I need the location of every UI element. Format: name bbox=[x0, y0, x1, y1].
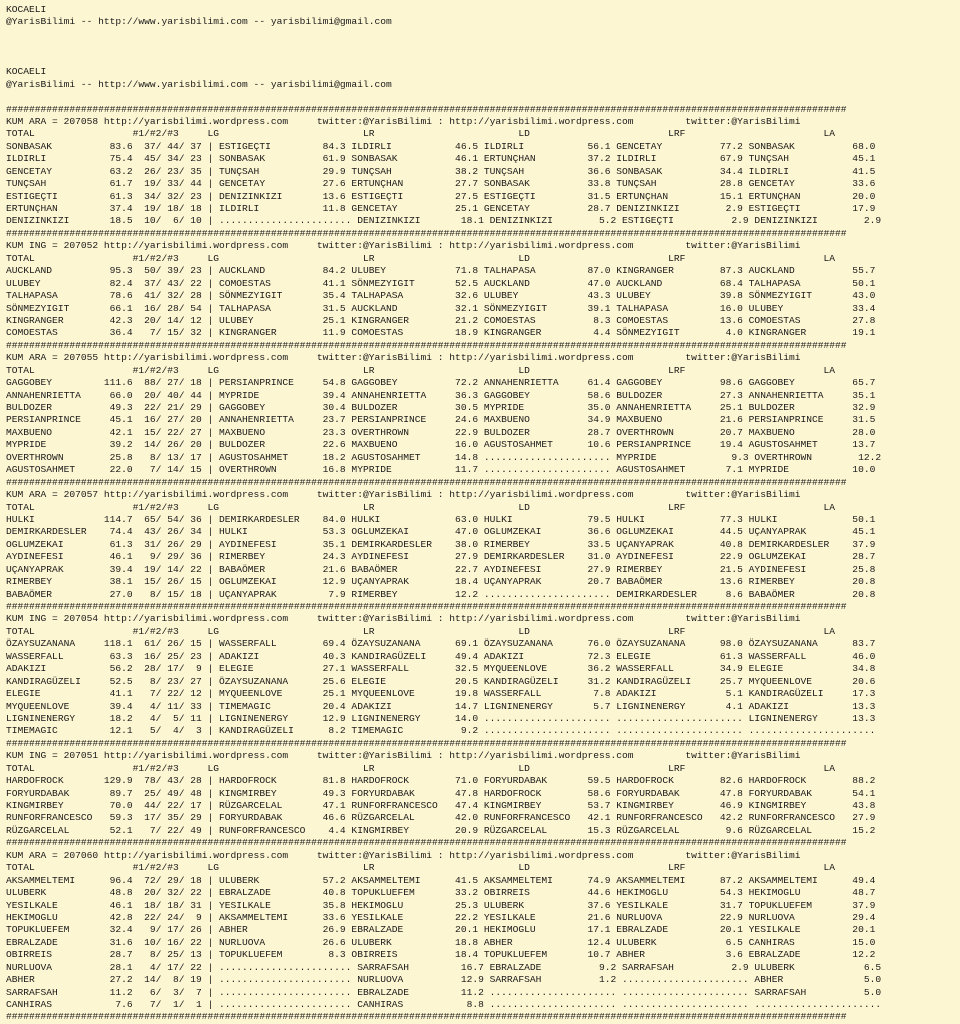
column-header: TOTAL #1/#2/#3 LG LR LD LRF LA bbox=[6, 364, 836, 376]
blank-line bbox=[6, 41, 960, 53]
table-row: GENCETAY 63.2 26/ 23/ 35 | TUNÇSAH 29.9 TUNÇSAH 38.2 TUNÇSAH 36.6 SONBASAK 34.4 ILDIRLI 41.5 bbox=[6, 165, 876, 177]
table-row: ÖZAYSUZANANA 118.1 61/ 26/ 15 | WASSERFALL 69.4 ÖZAYSUZANANA 69.1 ÖZAYSUZANANA 76.0 ÖZAYSUZANANA 98.0 ÖZAYSUZANANA 83.7 bbox=[6, 638, 876, 650]
table-row: ABHER 27.2 14/ 8/ 19 | ....................... NURLUOVA 12.9 SARRAFSAH 1.2 ...................... ABHER 5.0 bbox=[6, 974, 882, 986]
table-row: OVERTHROWN 25.8 8/ 13/ 17 | AGUSTOSAHMET 18.2 AGUSTOSAHMET 14.8 ...................... MYPRIDE 9.3 OVERTHROWN 12.2 bbox=[6, 451, 882, 463]
table-row: SARRAFSAH 11.2 6/ 3/ 7 | ....................... EBRALZADE 11.2 ...................... ...................... SARRAFSAH 5.0 bbox=[6, 986, 882, 998]
table-row: UÇANYAPRAK 39.4 19/ 14/ 22 | BABAÖMER 21.6 BABAÖMER 22.7 AYDINEFESI 27.9 RIMERBEY 21.5 AYDINEFESI 25.8 bbox=[6, 563, 876, 575]
race-block bbox=[6, 738, 960, 838]
separator-line: ################################################################################################################################################## bbox=[6, 837, 847, 849]
table-row: GAGGOBEY 111.6 88/ 27/ 18 | PERSIANPRINCE 54.8 GAGGOBEY 72.2 ANNAHENRIETTA 61.4 GAGGOBEY 98.6 GAGGOBEY 65.7 bbox=[6, 377, 876, 389]
table-row: AUCKLAND 95.3 50/ 39/ 23 | AUCKLAND 84.2 ULUBEY 71.8 TALHAPASA 87.0 KINGRANGER 87.3 AUCKLAND 55.7 bbox=[6, 265, 876, 277]
separator-line: ################################################################################################################################################## bbox=[6, 1011, 847, 1023]
table-row: AGUSTOSAHMET 22.0 7/ 14/ 15 | OVERTHROWN 16.8 MYPRIDE 11.7 ...................... AGUSTOSAHMET 7.1 MYPRIDE 10.0 bbox=[6, 464, 876, 476]
table-row: OBIRREIS 28.7 8/ 25/ 13 | TOPUKLUEFEM 8.3 OBIRREIS 18.4 TOPUKLUEFEM 10.7 ABHER 3.6 EBRALZADE 12.2 bbox=[6, 949, 876, 961]
table-row: FORYURDABAK 89.7 25/ 49/ 48 | KINGMIRBEY 49.3 FORYURDABAK 47.8 HARDOFROCK 58.6 FORYURDABAK 47.8 FORYURDABAK 54.1 bbox=[6, 787, 876, 799]
race-block bbox=[6, 601, 960, 738]
table-row: ESTIGEÇTI 61.3 34/ 32/ 23 | DENIZINKIZI 13.6 ESTIGEÇTI 27.5 ESTIGEÇTI 31.5 ERTUNÇHAN 15.1 ERTUNÇHAN 20.0 bbox=[6, 190, 876, 202]
table-row: ULUBERK 48.8 20/ 32/ 22 | EBRALZADE 40.8 TOPUKLUEFEM 33.2 OBIRREIS 44.6 HEKIMOGLU 54.3 HEKIMOGLU 48.7 bbox=[6, 887, 876, 899]
table-row: ERTUNÇHAN 37.4 19/ 18/ 18 | ILDIRLI 11.8 GENCETAY 25.1 GENCETAY 28.7 DENIZINKIZI 2.9 ESTIGEÇTI 17.9 bbox=[6, 203, 876, 214]
table-row: LIGNINENERGY 18.2 4/ 5/ 11 | LIGNINENERGY 12.9 LIGNINENERGY 14.0 ...................... ...................... LIGNINENERGY 13.3 bbox=[6, 712, 876, 724]
table-row: MYPRIDE 39.2 14/ 26/ 20 | BULDOZER 22.6 MAXBUENO 16.0 AGUSTOSAHMET 10.6 PERSIANPRINCE 19.4 AGUSTOSAHMET 13.7 bbox=[6, 439, 876, 451]
race-title: KUM ARA = 207058 http://yarisbilimi.wordpress.com twitter:@YarisBilimi : http://yarisbilimi.wordpress.com twitter:@YarisBilimi bbox=[6, 115, 801, 127]
race-title: KUM ARA = 207055 http://yarisbilimi.wordpress.com twitter:@YarisBilimi : http://yarisbilimi.wordpress.com twitter:@YarisBilimi bbox=[6, 352, 801, 364]
header-city-repeat: KOCAELI bbox=[6, 66, 47, 78]
table-row: AYDINEFESI 46.1 9/ 29/ 36 | RIMERBEY 24.3 AYDINEFESI 27.9 DEMIRKARDESLER 31.0 AYDINEFESI 22.9 OGLUMZEKAI 28.7 bbox=[6, 551, 876, 563]
table-row: AKSAMMELTEMI 96.4 72/ 29/ 18 | ULUBERK 57.2 AKSAMMELTEMI 41.5 AKSAMMELTEMI 74.9 AKSAMMELTEMI 87.2 AKSAMMELTEMI 49.4 bbox=[6, 874, 876, 886]
table-row: KINGMIRBEY 70.0 44/ 22/ 17 | RÜZGARCELAL 47.1 RUNFORFRANCESCO 47.4 KINGMIRBEY 53.7 KINGMIRBEY 46.9 KINGMIRBEY 43.8 bbox=[6, 800, 876, 811]
race-block bbox=[6, 837, 960, 1011]
table-row: SÖNMEZYIGIT 66.1 16/ 28/ 54 | TALHAPASA 31.5 AUCKLAND 32.1 SÖNMEZYIGIT 39.1 TALHAPASA 16.0 ULUBEY 33.4 bbox=[6, 302, 876, 314]
column-header: TOTAL #1/#2/#3 LG LR LD LRF LA bbox=[6, 252, 836, 264]
table-row: SONBASAK 83.6 37/ 44/ 37 | ESTIGEÇTI 84.3 ILDIRLI 46.5 ILDIRLI 56.1 GENCETAY 77.2 SONBASAK 68.0 bbox=[6, 140, 876, 152]
separator-line: ################################################################################################################################################## bbox=[6, 227, 847, 239]
table-row: COMOESTAS 36.4 7/ 15/ 32 | KINGRANGER 11.9 COMOESTAS 18.9 KINGRANGER 4.4 SÖNMEZYIGIT 4.0 KINGRANGER 19.1 bbox=[6, 327, 876, 339]
blank-line bbox=[6, 29, 960, 41]
race-block bbox=[6, 340, 960, 477]
table-row: PERSIANPRINCE 45.1 16/ 27/ 20 | ANNAHENRIETTA 23.7 PERSIANPRINCE 24.6 MAXBUENO 34.9 MAXBUENO 21.6 PERSIANPRINCE 31.5 bbox=[6, 414, 876, 426]
race-block bbox=[6, 477, 960, 601]
table-row: RIMERBEY 38.1 15/ 26/ 15 | OGLUMZEKAI 12.9 UÇANYAPRAK 18.4 UÇANYAPRAK 20.7 BABAÖMER 13.6 RIMERBEY 20.8 bbox=[6, 576, 876, 588]
table-row: CANHIRAS 7.6 7/ 1/ 1 | ....................... CANHIRAS 8.8 ...................... ...................... ...................... bbox=[6, 999, 882, 1010]
table-row: RÜZGARCELAL 52.1 7/ 22/ 49 | RUNFORFRANCESCO 4.4 KINGMIRBEY 20.9 RÜZGARCELAL 15.3 RÜZGARCELAL 9.6 RÜZGARCELAL 15.2 bbox=[6, 824, 876, 836]
separator-line: ################################################################################################################################################## bbox=[6, 601, 847, 612]
race-title: KUM ING = 207054 http://yarisbilimi.wordpress.com twitter:@YarisBilimi : http://yarisbilimi.wordpress.com twitter:@YarisBilimi bbox=[6, 613, 801, 625]
separator-line: ################################################################################################################################################## bbox=[6, 339, 847, 351]
table-row: ANNAHENRIETTA 66.0 20/ 40/ 44 | MYPRIDE 39.4 ANNAHENRIETTA 36.3 GAGGOBEY 58.6 BULDOZER 27.3 ANNAHENRIETTA 35.1 bbox=[6, 389, 876, 401]
header-city: KOCAELI bbox=[6, 4, 47, 15]
table-row: EBRALZADE 31.6 10/ 16/ 22 | NURLUOVA 26.6 ULUBERK 18.8 ABHER 12.4 ULUBERK 6.5 CANHIRAS 15.0 bbox=[6, 936, 876, 948]
table-row: MYQUEENLOVE 39.4 4/ 11/ 33 | TIMEMAGIC 20.4 ADAKIZI 14.7 LIGNINENERGY 5.7 LIGNINENERGY 4.1 ADAKIZI 13.3 bbox=[6, 700, 876, 712]
table-row: MAXBUENO 42.1 15/ 22/ 27 | MAXBUENO 23.3 OVERTHROWN 22.9 BULDOZER 28.7 OVERTHROWN 20.7 MAXBUENO 28.0 bbox=[6, 426, 876, 438]
blank-line bbox=[6, 91, 960, 103]
table-row: ADAKIZI 56.2 28/ 17/ 9 | ELEGIE 27.1 WASSERFALL 32.5 MYQUEENLOVE 36.2 WASSERFALL 34.9 ELEGIE 34.8 bbox=[6, 663, 876, 675]
table-row: ULUBEY 82.4 37/ 43/ 22 | COMOESTAS 41.1 SÖNMEZYIGIT 52.5 AUCKLAND 47.0 AUCKLAND 68.4 TALHAPASA 50.1 bbox=[6, 277, 876, 289]
table-row: TOPUKLUEFEM 32.4 9/ 17/ 26 | ABHER 26.9 EBRALZADE 20.1 HEKIMOGLU 17.1 EBRALZADE 20.1 YESILKALE 20.1 bbox=[6, 924, 876, 936]
column-header: TOTAL #1/#2/#3 LG LR LD LRF LA bbox=[6, 762, 836, 774]
table-row: BABAÖMER 27.0 8/ 15/ 18 | UÇANYAPRAK 7.9 RIMERBEY 12.2 ...................... DEMIRKARDESLER 8.6 BABAÖMER 20.8 bbox=[6, 588, 876, 600]
column-header: TOTAL #1/#2/#3 LG LR LD LRF LA bbox=[6, 128, 836, 140]
table-row: YESILKALE 46.1 18/ 18/ 31 | YESILKALE 35.8 HEKIMOGLU 25.3 ULUBERK 37.6 YESILKALE 31.7 TOPUKLUEFEM 37.9 bbox=[6, 899, 876, 911]
header-contact: @YarisBilimi -- http://www.yarisbilimi.com -- yarisbilimi@gmail.com bbox=[6, 16, 392, 28]
table-row: TUNÇSAH 61.7 19/ 33/ 44 | GENCETAY 27.6 ERTUNÇHAN 27.7 SONBASAK 33.8 TUNÇSAH 28.8 GENCETAY 33.6 bbox=[6, 178, 876, 190]
column-header: TOTAL #1/#2/#3 LG LR LD LRF LA bbox=[6, 501, 836, 513]
table-row: NURLUOVA 28.1 4/ 17/ 22 | ....................... SARRAFSAH 16.7 EBRALZADE 9.2 SARRAFSAH 2.9 ULUBERK 6.5 bbox=[6, 961, 882, 973]
blank-line bbox=[6, 54, 960, 66]
table-row: OGLUMZEKAI 61.3 31/ 26/ 29 | AYDINEFESI 35.1 DEMIRKARDESLER 38.0 RIMERBEY 33.5 UÇANYAPRAK 40.8 DEMIRKARDESLER 37.9 bbox=[6, 538, 876, 550]
table-row: DENIZINKIZI 18.5 10/ 6/ 10 | ....................... DENIZINKIZI 18.1 DENIZINKIZI 5.2 ESTIGEÇTI 2.9 DENIZINKIZI 2.9 bbox=[6, 215, 882, 227]
table-row: TIMEMAGIC 12.1 5/ 4/ 3 | KANDIRAGÜZELI 8.2 TIMEMAGIC 9.2 ...................... ...................... ...................... bbox=[6, 725, 876, 737]
table-row: ILDIRLI 75.4 45/ 34/ 23 | SONBASAK 61.9 SONBASAK 46.1 ERTUNÇHAN 37.2 ILDIRLI 67.9 TUNÇSAH 45.1 bbox=[6, 153, 876, 165]
race-title: KUM ING = 207051 http://yarisbilimi.wordpress.com twitter:@YarisBilimi : http://yarisbilimi.wordpress.com twitter:@YarisBilimi bbox=[6, 750, 801, 762]
separator-line: ################################################################################################################################################## bbox=[6, 103, 847, 115]
separator-line: ################################################################################################################################################## bbox=[6, 476, 847, 488]
race-block bbox=[6, 228, 960, 340]
table-row: HEKIMOGLU 42.8 22/ 24/ 9 | AKSAMMELTEMI 33.6 YESILKALE 22.2 YESILKALE 21.6 NURLUOVA 22.9 NURLUOVA 29.4 bbox=[6, 911, 876, 923]
race-block bbox=[6, 104, 960, 228]
header-contact-repeat: @YarisBilimi -- http://www.yarisbilimi.com -- yarisbilimi@gmail.com bbox=[6, 78, 392, 90]
race-title: KUM ARA = 207060 http://yarisbilimi.wordpress.com twitter:@YarisBilimi : http://yarisbilimi.wordpress.com twitter:@YarisBilimi bbox=[6, 849, 801, 861]
table-row: HULKI 114.7 65/ 54/ 36 | DEMIRKARDESLER 84.0 HULKI 63.0 HULKI 79.5 HULKI 77.3 HULKI 50.1 bbox=[6, 513, 876, 525]
race-blocks bbox=[6, 104, 960, 1024]
table-row: RUNFORFRANCESCO 59.3 17/ 35/ 29 | FORYURDABAK 46.6 RÜZGARCELAL 42.0 RUNFORFRANCESCO 42.1 RUNFORFRANCESCO 42.2 RUNFORFRANCESCO 27.9 bbox=[6, 812, 876, 824]
column-header: TOTAL #1/#2/#3 LG LR LD LRF LA bbox=[6, 862, 836, 874]
table-row: WASSERFALL 63.3 16/ 25/ 23 | ADAKIZI 40.3 KANDIRAGÜZELI 49.4 ADAKIZI 72.3 ELEGIE 61.3 WASSERFALL 46.0 bbox=[6, 650, 876, 662]
separator-line: ################################################################################################################################################## bbox=[6, 737, 847, 749]
table-row: HARDOFROCK 129.9 78/ 43/ 28 | HARDOFROCK 81.8 HARDOFROCK 71.0 FORYURDABAK 59.5 HARDOFROCK 82.6 HARDOFROCK 88.2 bbox=[6, 775, 876, 787]
table-row: KINGRANGER 42.3 20/ 14/ 12 | ULUBEY 25.1 KINGRANGER 21.2 COMOESTAS 8.3 COMOESTAS 13.6 COMOESTAS 27.8 bbox=[6, 314, 876, 326]
table-row: DEMIRKARDESLER 74.4 43/ 26/ 34 | HULKI 53.3 OGLUMZEKAI 47.0 OGLUMZEKAI 36.6 OGLUMZEKAI 44.5 UÇANYAPRAK 45.1 bbox=[6, 526, 876, 538]
race-title: KUM ING = 207052 http://yarisbilimi.wordpress.com twitter:@YarisBilimi : http://yarisbilimi.wordpress.com twitter:@YarisBilimi bbox=[6, 240, 801, 252]
table-row: KANDIRAGÜZELI 52.5 8/ 23/ 27 | ÖZAYSUZANANA 25.6 ELEGIE 20.5 KANDIRAGÜZELI 31.2 KANDIRAGÜZELI 25.7 MYQUEENLOVE 20.6 bbox=[6, 675, 876, 687]
race-title: KUM ARA = 207057 http://yarisbilimi.wordpress.com twitter:@YarisBilimi : http://yarisbilimi.wordpress.com twitter:@YarisBilimi bbox=[6, 489, 801, 501]
table-row: TALHAPASA 78.6 41/ 32/ 28 | SÖNMEZYIGIT 35.4 TALHAPASA 32.6 ULUBEY 43.3 ULUBEY 39.8 SÖNMEZYIGIT 43.0 bbox=[6, 290, 876, 302]
table-row: ELEGIE 41.1 7/ 22/ 12 | MYQUEENLOVE 25.1 MYQUEENLOVE 19.8 WASSERFALL 7.8 ADAKIZI 5.1 KANDIRAGÜZELI 17.3 bbox=[6, 688, 876, 700]
column-header: TOTAL #1/#2/#3 LG LR LD LRF LA bbox=[6, 625, 836, 637]
table-row: BULDOZER 49.3 22/ 21/ 29 | GAGGOBEY 30.4 BULDOZER 30.5 MYPRIDE 35.0 ANNAHENRIETTA 25.1 BULDOZER 32.9 bbox=[6, 402, 876, 413]
